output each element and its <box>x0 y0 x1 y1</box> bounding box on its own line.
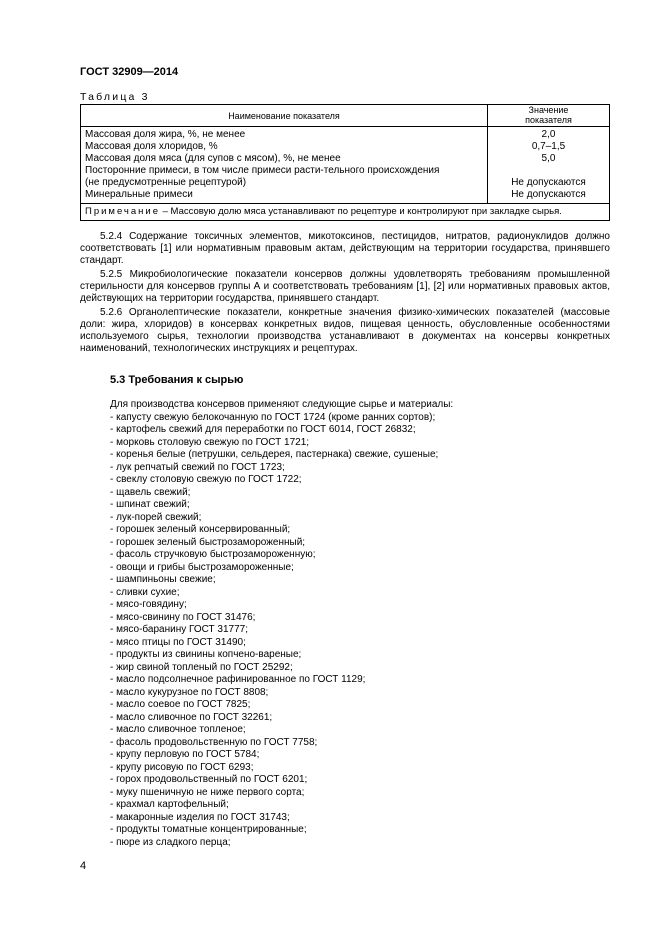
list-item: - шпинат свежий; <box>110 499 190 510</box>
list-item: - масло сливочное топленое; <box>110 724 246 735</box>
list-item: - горох продовольственный по ГОСТ 6201; <box>110 774 308 785</box>
row-value: Не допускаются <box>511 189 586 200</box>
list-item: - пюре из сладкого перца; <box>110 836 231 848</box>
row-name: Массовая доля хлоридов, % <box>85 141 218 152</box>
row-name: Массовая доля мяса (для супов с мясом), %, не менее <box>85 153 341 164</box>
row-name: (не предусмотренные рецептурой) <box>85 177 247 188</box>
list-item: - мясо-говядину; <box>110 599 187 610</box>
list-item: - крахмал картофельный; <box>110 799 229 810</box>
list-item: - продукты из свинины копчено-вареные; <box>110 649 302 660</box>
table-caption: Таблица 3 <box>80 91 150 103</box>
list-item: - морковь столовую свежую по ГОСТ 1721; <box>110 436 310 448</box>
row-name: Минеральные примеси <box>85 189 193 200</box>
row-name: Посторонние примеси, в том числе примеси расти-тельного происхождения <box>85 165 440 176</box>
list-item: - горошек зеленый консервированный; <box>110 524 291 535</box>
header-value-line2: показателя <box>525 114 572 125</box>
header-value-line1: Значение <box>528 105 569 115</box>
page-number: 4 <box>80 860 87 872</box>
section-title: 5.3 Требования к сырью <box>110 374 244 386</box>
list-item: - масло подсолнечное рафинированное по ГОСТ 1129; <box>110 674 366 685</box>
list-item: - масло кукурузное по ГОСТ 8808; <box>110 686 269 698</box>
note-label: Примечание <box>85 206 160 217</box>
list-item: - картофель свежий для переработки по ГОСТ 6014, ГОСТ 26832; <box>110 424 416 435</box>
list-item: - мясо птицы по ГОСТ 31490; <box>110 636 246 648</box>
list-item: - макаронные изделия по ГОСТ 31743; <box>110 811 290 823</box>
table-body-row <box>81 127 610 204</box>
names-cell <box>81 127 488 204</box>
list-item: - масло сливочное по ГОСТ 32261; <box>110 711 273 723</box>
list-item: - крупу перловую по ГОСТ 5784; <box>110 749 260 760</box>
row-value <box>492 165 605 177</box>
list-item: - овощи и грибы быстрозамороженные; <box>110 561 294 573</box>
list-item: - фасоль стручковую быстрозамороженную; <box>110 549 316 560</box>
indicators-table <box>80 104 610 221</box>
list-item: - мясо-баранину ГОСТ 31777; <box>110 624 248 635</box>
standard-designation: ГОСТ 32909—2014 <box>80 66 179 78</box>
list-item: - свеклу столовую свежую по ГОСТ 1722; <box>110 474 302 485</box>
table-note <box>81 204 610 221</box>
list-item: - лук-порей свежий; <box>110 511 202 523</box>
row-value: Не допускаются <box>511 177 586 188</box>
list-item: - масло соевое по ГОСТ 7825; <box>110 699 251 710</box>
header-name: Наименование показателя <box>81 105 488 127</box>
list-item: - крупу рисовую по ГОСТ 6293; <box>110 761 254 773</box>
paragraph-5-2-5 <box>80 269 610 305</box>
list-intro: Для производства консервов применяют следующие сырье и материалы: <box>110 399 454 410</box>
list-item: - фасоль продовольственную по ГОСТ 7758; <box>110 736 318 748</box>
values-cell <box>488 127 610 204</box>
list-item: - сливки сухие; <box>110 586 180 598</box>
row-value: 2,0 <box>541 129 556 140</box>
paragraph-text: 5.2.5 Микробиологические показатели консервов должны удовлетворять требованиям промышленной стерильности для консервов группы А и соответствовать требованиям [1], [2] или нормативных правовых актов, действующих на территории государства, принявшего стандарт. <box>80 269 610 304</box>
list-item: - продукты томатные концентрированные; <box>110 824 307 835</box>
list-item: - лук репчатый свежий по ГОСТ 1723; <box>110 461 285 473</box>
list-item: - мясо-свинину по ГОСТ 31476; <box>110 611 256 623</box>
raw-materials-list <box>110 399 453 849</box>
paragraph-5-2-6 <box>80 307 610 355</box>
list-item: - горошек зеленый быстрозамороженный; <box>110 536 306 548</box>
note-text: – Массовую долю мяса устанавливают по рецептуре и контролируют при закладке сырья. <box>160 206 562 217</box>
list-item: - шампиньоны свежие; <box>110 574 216 585</box>
list-item: - муку пшеничную не ниже первого сорта; <box>110 786 305 798</box>
row-value: 5,0 <box>541 153 556 164</box>
row-value: 0,7–1,5 <box>531 141 566 152</box>
list-item: - коренья белые (петрушки, сельдерея, пастернака) свежие, сушеные; <box>110 449 439 460</box>
row-name: Массовая доля жира, %, не менее <box>85 129 246 140</box>
table-note-row <box>81 204 610 221</box>
header-value <box>488 105 610 127</box>
paragraph-text: 5.2.6 Органолептические показатели, конкретные значения физико-химических показателей (массовые доли: жира, хлоридов) в консервах конкретных видов, пищевая ценность, обусловленные особенностями используемого сырья, технологии производства устанавливают в документах на консервы конкретных наименований, технологических инструкциях и рецептурах. <box>80 307 610 354</box>
paragraph-5-2-4 <box>80 231 610 267</box>
table-header-row <box>81 105 610 127</box>
list-item: - жир свиной топленый по ГОСТ 25292; <box>110 661 293 673</box>
paragraph-text: 5.2.4 Содержание токсичных элементов, микотоксинов, пестицидов, нитратов, радионуклидов должно соответствовать [1] или нормативным правовым актам, действующим на территории государства, принявшего стандарт. <box>80 231 610 266</box>
list-item: - щавель свежий; <box>110 486 191 498</box>
list-item: - капусту свежую белокочанную по ГОСТ 1724 (кроме ранних сортов); <box>110 411 436 423</box>
